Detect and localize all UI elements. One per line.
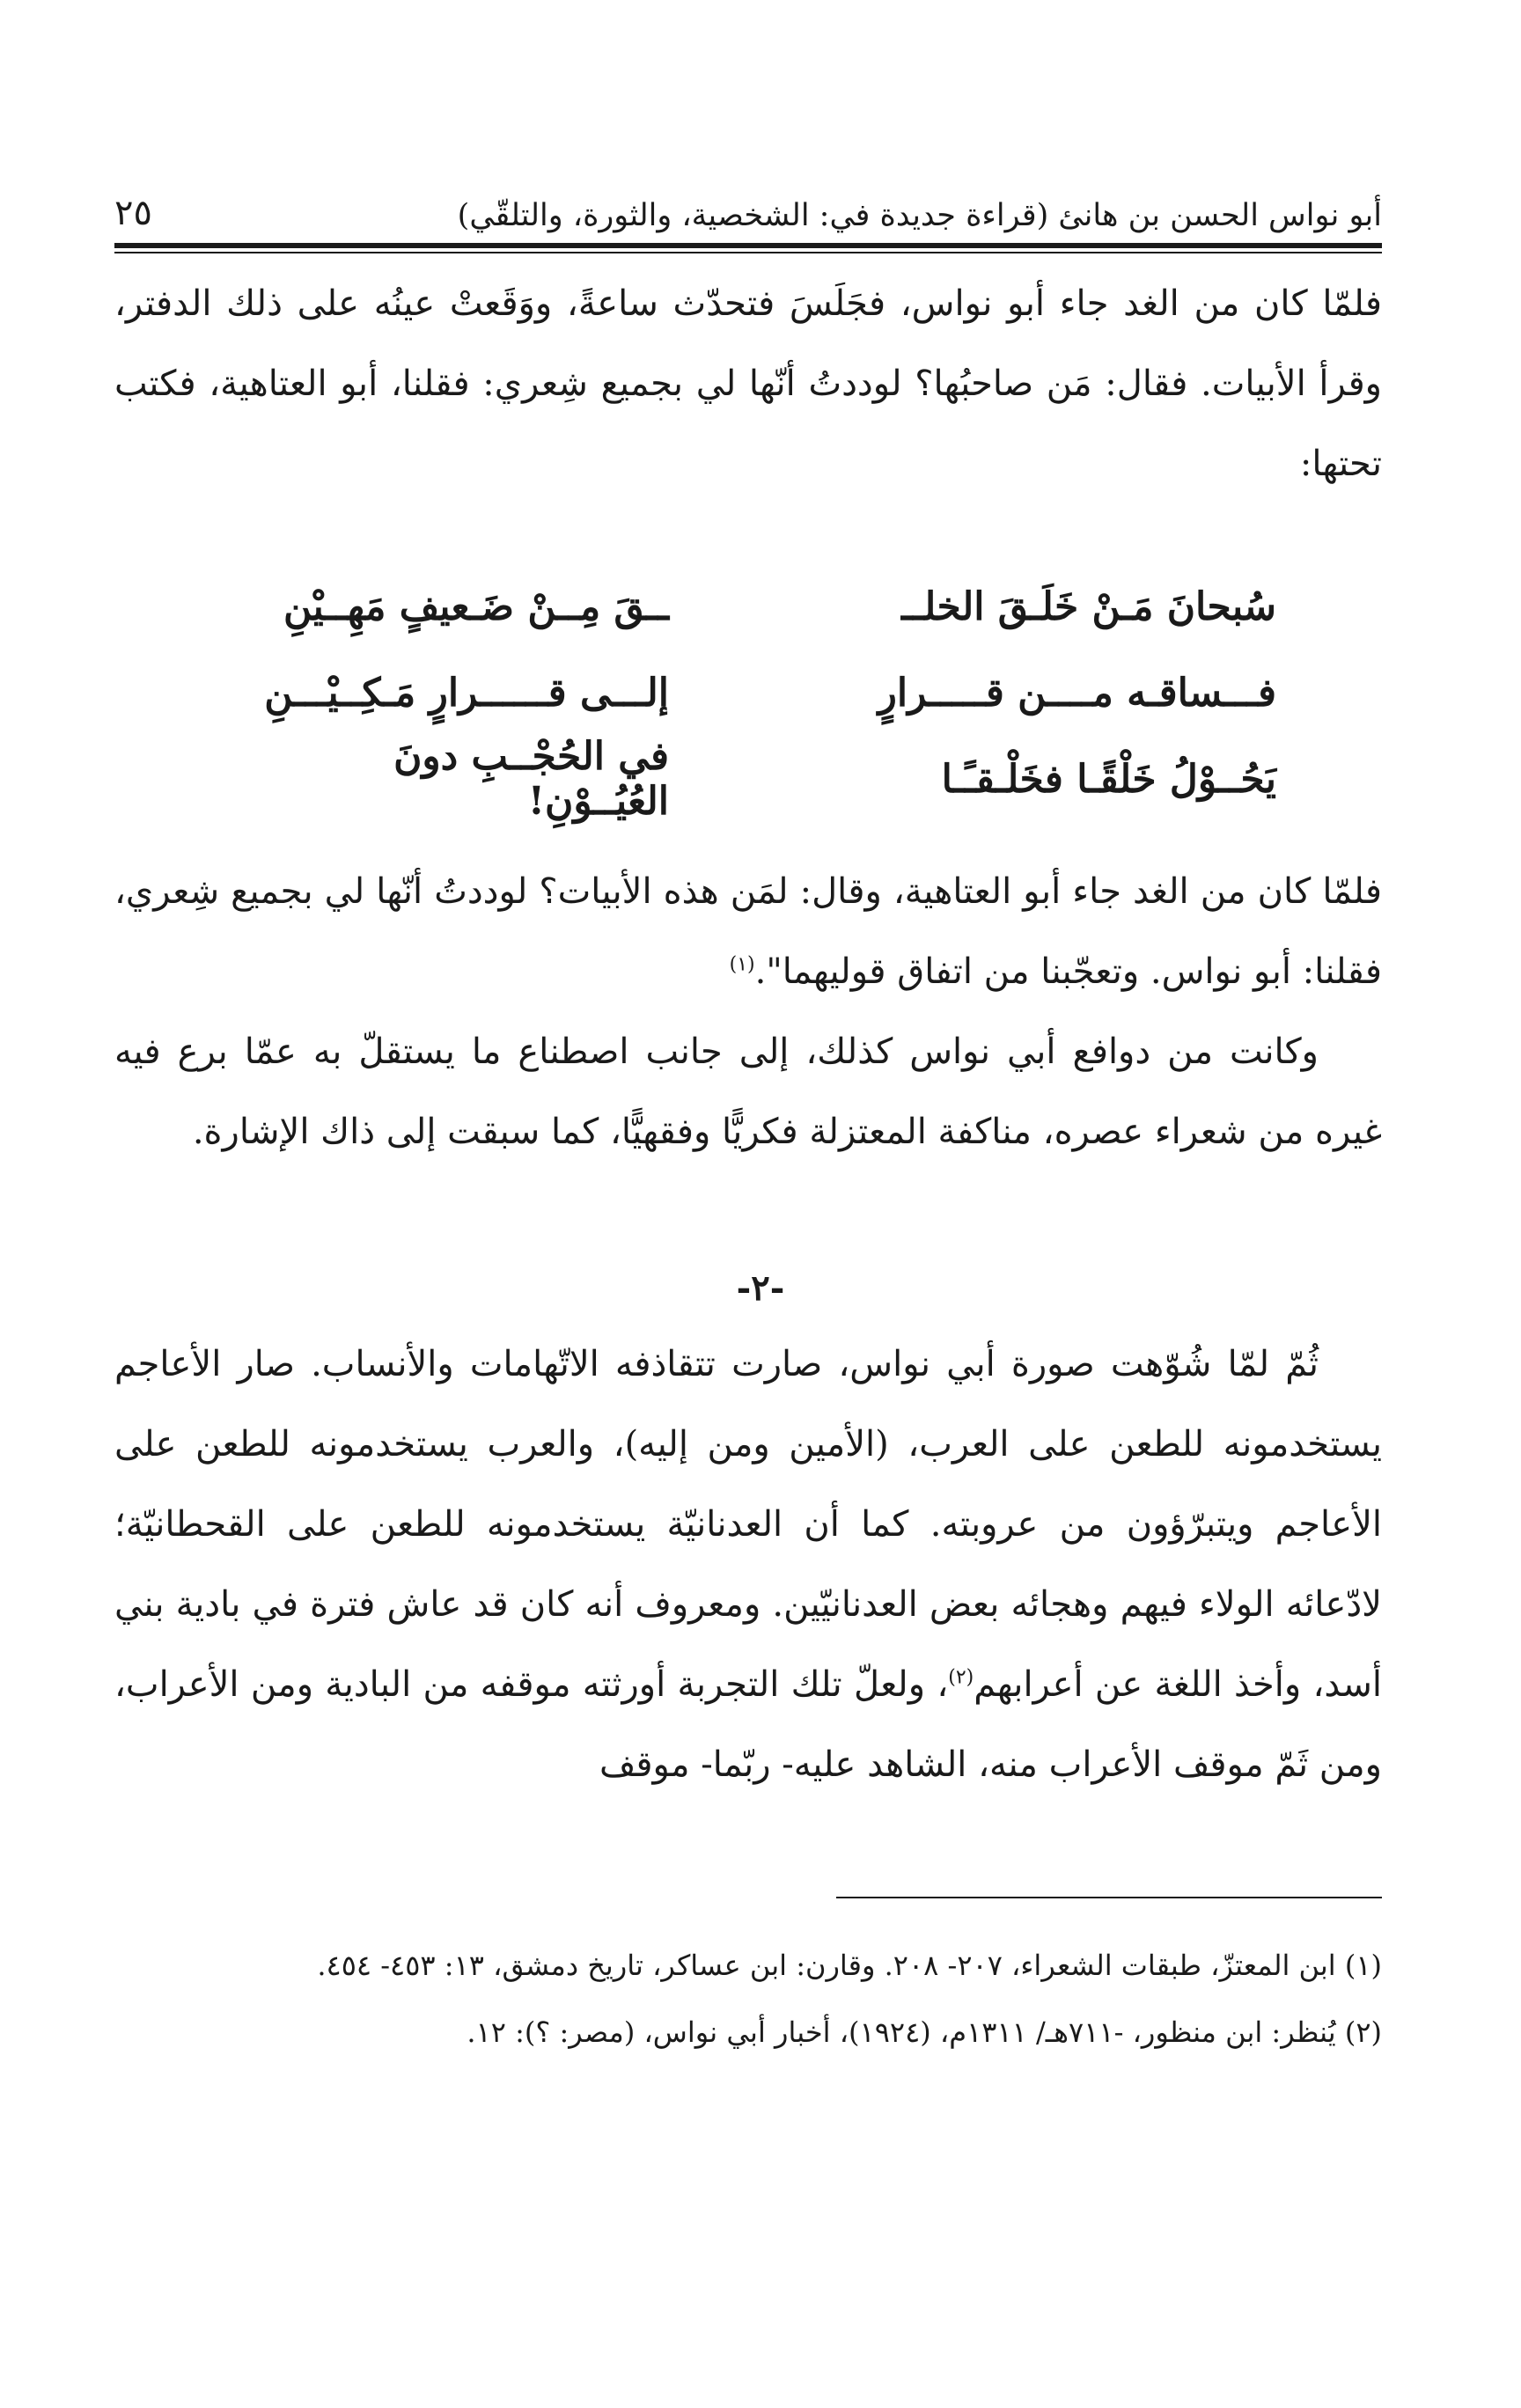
paragraph-2-text: فلمّا كان من الغد جاء أبو العتاهية، وقال: لمَن هذه الأبيات؟ لوددتُ أنّها لي بجميع شِعري، فقلنا: أبو نواس. وتعجّبنا من اتفاق قوليهما". bbox=[114, 871, 1382, 992]
footnote-ref-1: (١) bbox=[729, 953, 755, 976]
poem-verses bbox=[255, 563, 1276, 822]
verse-3 bbox=[255, 736, 1276, 822]
paragraph-2 bbox=[114, 852, 1382, 1012]
verse-3-ajuz: في الحُجْــبِ دونَ العُيُــوْنِ! bbox=[393, 734, 669, 824]
running-header bbox=[114, 180, 1382, 233]
verse-1 bbox=[255, 563, 1276, 650]
section-marker: -٢- bbox=[736, 1267, 785, 1309]
running-title: أبو نواس الحسن بن هانئ (قراءة جديدة في: الشخصية، والثورة، والتلقّي) bbox=[457, 198, 1382, 233]
footnote-2: (٢) يُنظر: ابن منظور، -٧١١هـ/ ١٣١١م، (١٩٢٤)، أخبار أبي نواس، (مصر: ؟): ١٢. bbox=[467, 2015, 1382, 2049]
footnote-1: (١) ابن المعتزّ، طبقات الشعراء، ٢٠٧- ٢٠٨. وقارن: ابن عساكر، تاريخ دمشق، ١٣: ٤٥٣- ٤٥٤. bbox=[317, 1949, 1382, 1982]
verse-2 bbox=[255, 650, 1276, 736]
verse-2-sadr: فـــساقـه مــــن قـــــرارٍ bbox=[878, 670, 1276, 716]
header-rule-thin bbox=[114, 252, 1382, 253]
paragraph-4-text-a: ثُمّ لمّا شُوّهت صورة أبي نواس، صارت تتقاذفه الاتّهامات والأنساب. صار الأعاجم يستخدمونه للطعن على العرب، (الأمين ومن إليه)، والعرب يستخدمونه للطعن على الأعاجم ويتبرّؤون من عروبته. كما أن العدنانيّة يستخدمونه للطعن على القحطانيّة؛ لادّعائه الولاء فيهم وهجائه بعض العدنانيّين. ومعروف أنه كان قد عاش فترة في بادية بني أسد، وأخذ اللغة عن أعرابهم bbox=[114, 1344, 1382, 1705]
paragraph-3 bbox=[114, 1012, 1382, 1172]
footnotes bbox=[114, 1932, 1382, 2066]
header-rule-thick bbox=[114, 243, 1382, 248]
page-number: ٢٥ bbox=[114, 193, 152, 233]
paragraph-4-text-b: ، ولعلّ تلك التجربة أورثته موقفه من البادية ومن الأعراب، ومن ثَمّ موقف الأعراب منه، الشاهد عليه- ربّما- موقف bbox=[114, 1664, 1382, 1785]
footnote-separator bbox=[836, 1897, 1382, 1898]
verse-1-ajuz: ــقَ مِــنْ ضَـعيفٍ مَهِــيْنِ bbox=[283, 584, 669, 629]
paragraph-1-text: فلمّا كان من الغد جاء أبو نواس، فجَلَسَ فتحدّث ساعةً، ووَقَعتْ عينُه على ذلك الدفتر، وقرأ الأبيات. فقال: مَن صاحبُها؟ لوددتُ أنّها لي بجميع شِعري: فقلنا، أبو العتاهية، فكتب تحتها: bbox=[114, 283, 1382, 484]
verse-2-ajuz: إلـــى قــــــرارٍ مَـكِــيْـــنِ bbox=[264, 670, 669, 716]
footnote-ref-2: (٢) bbox=[948, 1666, 974, 1689]
paragraph-1 bbox=[114, 264, 1382, 504]
paragraph-3-text: وكانت من دوافع أبي نواس كذلك، إلى جانب اصطناع ما يستقلّ به عمّا برع فيه غيره من شعراء عصره، مناكفة المعتزلة فكريًّا وفقهيًّا، كما سبقت إلى ذاك الإشارة. bbox=[114, 1031, 1382, 1152]
paragraph-4 bbox=[114, 1325, 1382, 1805]
verse-3-sadr: يَحُــوْلُ خَلْقًـا فخَلْـقـًـا bbox=[941, 756, 1276, 802]
verse-1-sadr: سُبحانَ مَـنْ خَلَـقَ الخلــ bbox=[901, 584, 1276, 629]
